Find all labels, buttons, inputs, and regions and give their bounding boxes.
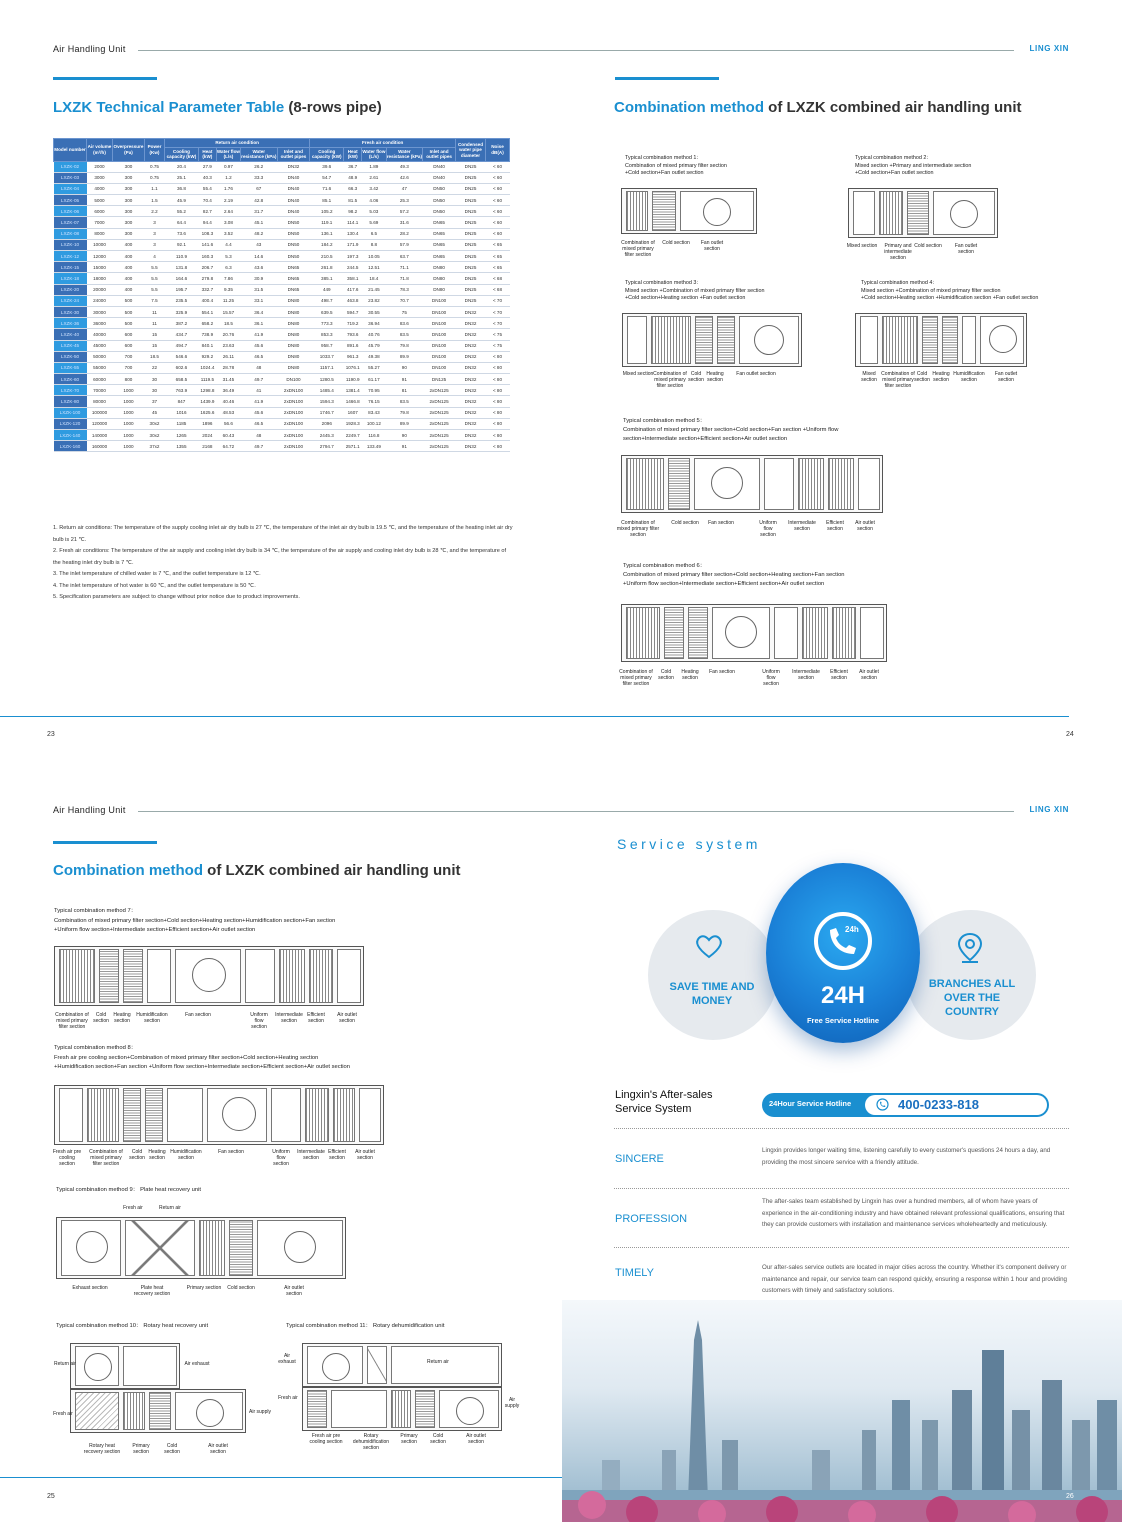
table-row: LXZK-80 80000 1000 37 847 1439.9 40.46 41.9 2xDN100 1594.3 1466.8 76.15 83.5 2xDN125 DN32 < 80 — [54, 396, 510, 407]
table-row: LXZK-02 2000 300 0.75 20.4 27.9 0.97 26.2 DN32 39.6 36.7 1.89 49.3 DN40 DN25 < 60 — [54, 161, 510, 172]
table-row: LXZK-15 15000 400 5.5 131.8 206.7 6.3 43.6 DN65 261.8 244.5 12.51 71.1 DN80 DN25 < 65 — [54, 262, 510, 273]
page-number-24: 24 — [1066, 731, 1074, 738]
table-row: LXZK-120 120000 1000 30x2 1185 1896 56.6 46.5 2xDN100 2096 1928.3 100.12 89.9 2xDN125 DN32 < 80 — [54, 418, 510, 429]
method-7: Typical combination method 7： Combination of mixed primary filter section+Cold section+Heating section+Humidification section+Fan section +Uniform flow section+Intermediate section+Efficient section+Air outlet section — [54, 908, 336, 933]
table-row: LXZK-08 8000 300 3 73.6 108.3 3.52 48.2 DN50 136.1 130.4 6.5 28.2 DN65 DN25 < 60 — [54, 228, 510, 239]
footer-line — [0, 1477, 562, 1478]
ahu-diagram-2 — [848, 188, 998, 238]
spread-pages-23-24: Air Handling Unit LING XIN LXZK Technical Parameter Table (8-rows pipe) Model number Air volume (m³/h) Overpressure (Pa) Power (Kw) Return air condition Fresh air condition Condensed water pipe diameter Noise dB(A) Cooling capacity (kW) Heat (kW) Water flow (L/s) Water resistance (kPa) Inlet and outlet pipes Cooling capacity (kW) Heat (kW) Water flow (L/s) Water resistance (kPa) Inlet and outlet pipes LXZK-02 2000 300 0.75 20.4 27.9 0.97 26.2 DN32 39.6 36.7 1.89 49.3 DN40 DN25 < 60 LXZK-03 3000 300 0.75 25.1 40.3 1.2 33.3 DN40 54.7 48.9 2.61 42.6 DN40 DN25 < 60 LXZK-04 4000 300 1.1 36.8 55.4 1.76 67 DN40 71.6 66.3 3.42 47 DN50 DN25 < 60 LXZK-05 5000 300 1.5 45.9 70.4 2.19 42.8 DN40 85.1 81.5 4.06 25.3 DN50 DN25 < 60 LXZK-06 6000 300 2.2 55.2 82.7 2.64 31.7 DN40 105.2 98.2 5.03 57.2 DN50 DN25 < 60 LXZK-07 7000 300 3 64.4 94.4 3.08 45.1 DN50 119.1 114.1 5.69 31.6 DN65 DN25 < 60 LXZK-08 8000 300 3 73.6 108.3 3.52 48.2 DN50 136.1 130.4 6.5 28.2 DN65 DN25 < 60 LXZK-10 10000 400 3 92.1 141.6 4.4 43 DN50 184.2 171.9 8.8 57.9 DN65 DN25 < 65 LXZK-12 12000 400 4 110.9 160.3 5.3 14.6 DN50 210.5 197.3 10.05 63.7 DN65 DN25 < 65 LXZK-15 15000 400 5.5 131.8 206.7 6.3 43.6 DN65 261.8 244.5 12.51 71.1 DN80 DN25 < 65 LXZK-18 18000 400 5.5 164.6 279.8 7.86 30.9 DN65 385.1 358.1 18.4 71.8 DN80 DN25 < 68 LXZK-20 20000 400 5.5 195.7 332.7 9.35 31.5 DN65 449 417.6 21.45 78.3 DN80 DN25 < 68 LXZK-24 24000 500 7.5 235.5 400.4 11.25 33.1 DN80 498.7 463.8 23.82 70.7 DN100 DN25 < 70 LXZK-30 30000 500 11 325.9 554.1 15.57 36.4 DN80 639.5 594.7 30.55 75 DN100 DN32 < 70 LXZK-36 36000 500 11 387.2 658.2 18.5 36.1 DN80 773.3 719.2 36.94 83.6 DN100 DN32 < 70 LXZK-40 40000 600 15 434.7 738.9 20.76 41.9 DN80 853.3 793.6 40.76 83.5 DN100 DN32 < 75 LXZK-45 45000 600 15 494.7 840.1 23.63 45.6 DN80 958.7 891.6 45.79 79.8 DN100 DN32 < 75 LXZK-50 50000 700 18.5 546.6 929.2 26.11 46.5 DN80 1033.7 961.3 49.38 89.9 DN100 DN32 < 80 LXZK-55 55000 700 22 602.6 1024.4 28.78 48 DN80 1157.1 1076.1 55.27 90 DN100 DN32 < 80 LXZK-60 60000 800 30 658.5 1119.5 31.45 49.7 DN100 1280.5 1190.9 61.17 91 DN125 DN32 < 80 LXZK-70 70000 1000 30 763.9 1298.8 36.49 41 2xDN100 1485.4 1381.4 70.95 81 2xDN125 DN32 < 80 LXZK-80 80000 1000 37 847 1439.9 40.46 41.9 2xDN100 1594.3 1466.8 76.15 83.5 2xDN125 DN32 < 80 LXZK-100 100000 1000 45 1016 1625.6 48.53 45.6 2xDN100 1746.7 1607 83.43 79.8 2xDN125 DN32 < 80 LXZK-120 120000 1000 30x2 1185 1896 56.6 46.5 2xDN100 2096 1928.3 100.12 89.9 2xDN125 DN32 < 80 LXZK-140 140000 1000 30x2 1265 2024 60.43 48 2xDN100 2445.3 2249.7 116.8 90 2xDN125 DN32 < 80 LXZK-160 160000 1000 37x2 1355 2168 64.72 49.7 2xDN100 2794.7 2571.1 133.49 91 2xDN125 DN32 < 80 1. Return air conditions: The temperature of the supply cooling inlet air dry bulb is 27 ℃, the temperature of the inlet air dry bulb is 19.5 ℃, and the temperature of the heating inlet air dry bulb is 21 ℃. 2. Fresh air conditions: The temperature of the air supply and cooling inlet dry bulb is 34 ℃, the temperature of the air supply and cooling inlet dry bulb is 28 ℃, and the temperature of the heating inlet dry bulb is 7 ℃. 3. The inlet temperature of chilled water is 7 ℃, and the outlet temperature is 12 ℃. 4. The inlet temperature of hot water is 60 ℃, and the outlet temperature is 50 ℃. 5. Specification parameters are subject to change without prior notice due to product improvements. Combination method of LXZK combined air handling unit Typical combination method 1： Combination of mixed primary filter section +Cold section+Fan outlet section Combination of mixed primary filter section Cold section Fan outlet section Typical combination method 2： Mixed section +Primary and intermediate section +Cold section+Fan outlet section Mixed section Primary and intermediate section Cold section Fan outlet section Typical combination method 3： Mixed section +Combination of mixed primary filter section +Cold section+Heating section +Fan outlet section Mixed section Combination of mixed primary filter section Cold section Heating section Fan outlet section Typical combination method 4： Mixed section +Combination of mixed primary filter section +Cold section+Heating section +Humidification section +Fan outlet section Mixed section Combination of mixed primary filter section Cold section Heating section Humidification section Fan outlet section Typical combination method 5： Combination of mixed primary filter section+Cold section+Fan section +Uniform flow section+Intermediate section+Efficient section+Air outlet section Combination of mixed primary filter section Cold section Fan section Uniform flow section Intermediate section Efficient section Air outlet section Typical combination method 6： Combination of mixed primary filter section+Cold section+Heating section+Fan section +Uniform flow section+Intermediate section+Efficient section+Air outlet section Combination of mixed primary filter section Cold section Heating section Fan section Uniform flow section Intermediate section Efficient section Air outlet section 23 24 — [0, 0, 1122, 761]
page-title: LXZK Technical Parameter Table (8-rows pipe) — [53, 99, 382, 116]
table-row: LXZK-10 10000 400 3 92.1 141.6 4.4 43 DN50 184.2 171.9 8.8 57.9 DN65 DN25 < 65 — [54, 239, 510, 250]
row-profession-text: The after-sales team established by Lingxin has over a hundred members, all of whom have years of experience in the air-conditioning industry and have obtained relevant professional qualifications, ensuring that they can provide customers with installation and maintenance services wholeheartedly and meticulously. — [762, 1198, 1065, 1228]
service-title: Service system — [617, 836, 761, 852]
after-sales-title: Lingxin's After-sales Service System — [615, 1089, 713, 1115]
method-4: Typical combination method 4： Mixed section +Combination of mixed primary filter section +Cold section+Heating section +Humidification section +Fan outlet section — [861, 280, 1039, 301]
table-notes: 1. Return air conditions: The temperature of the supply cooling inlet air dry bulb is 27 ℃, the temperature of the inlet air dry bulb is 19.5 ℃, and the temperature of the heating inlet air dry bulb is 21 ℃. 2. Fresh air conditions: The temperature of the air supply and cooling inlet dry bulb is 34 ℃, the temperature of the air supply and cooling inlet dry bulb is 28 ℃, and the temperature of the heating inlet dry bulb is 7 ℃. 3. The inlet temperature of chilled water is 7 ℃, and the outlet temperature is 12 ℃. 4. The inlet temperature of hot water is 60 ℃, and the outlet temperature is 50 ℃. 5. Specification parameters are subject to change without prior notice due to product improvements. — [53, 525, 513, 600]
footer-line — [0, 716, 1069, 717]
ahu-diagram-10-bottom — [70, 1389, 246, 1433]
method-1: Typical combination method 1： Combination of mixed primary filter section +Cold section+Fan outlet section — [625, 155, 727, 176]
ahu-diagram-6 — [621, 604, 887, 662]
parameter-table: Model number Air volume (m³/h) Overpressure (Pa) Power (Kw) Return air condition Fresh air condition Condensed water pipe diameter Noise dB(A) Cooling capacity (kW) Heat (kW) Water flow (L/s) Water resistance (kPa) Inlet and outlet pipes Cooling capacity (kW) Heat (kW) Water flow (L/s) Water resistance (kPa) Inlet and outlet pipes LXZK-02 2000 300 0.75 20.4 27.9 0.97 26.2 DN32 39.6 36.7 1.89 49.3 DN40 DN25 < 60 LXZK-03 3000 300 0.75 25.1 40.3 1.2 33.3 DN40 54.7 48.9 2.61 42.6 DN40 DN25 < 60 LXZK-04 4000 300 1.1 36.8 55.4 1.76 67 DN40 71.6 66.3 3.42 47 DN50 DN25 < 60 LXZK-05 5000 300 1.5 45.9 70.4 2.19 42.8 DN40 85.1 81.5 4.06 25.3 DN50 DN25 < 60 LXZK-06 6000 300 2.2 55.2 82.7 2.64 31.7 DN40 105.2 98.2 5.03 57.2 DN50 DN25 < 60 LXZK-07 7000 300 3 64.4 94.4 3.08 45.1 DN50 119.1 114.1 5.69 31.6 DN65 DN25 < 60 LXZK-08 8000 300 3 73.6 108.3 3.52 48.2 DN50 136.1 130.4 6.5 28.2 DN65 DN25 < 60 LXZK-10 10000 400 3 92.1 141.6 4.4 43 DN50 184.2 171.9 8.8 57.9 DN65 DN25 < 65 LXZK-12 12000 400 4 110.9 160.3 5.3 14.6 DN50 210.5 197.3 10.05 63.7 DN65 DN25 < 65 LXZK-15 15000 400 5.5 131.8 206.7 6.3 43.6 DN65 261.8 244.5 12.51 71.1 DN80 DN25 < 65 LXZK-18 18000 400 5.5 164.6 279.8 7.86 30.9 DN65 385.1 358.1 18.4 71.8 DN80 DN25 < 68 LXZK-20 20000 400 5.5 195.7 332.7 9.35 31.5 DN65 449 417.6 21.45 78.3 DN80 DN25 < 68 LXZK-24 24000 500 7.5 235.5 400.4 11.25 33.1 DN80 498.7 463.8 23.82 70.7 DN100 DN25 < 70 LXZK-30 30000 500 11 325.9 554.1 15.57 36.4 DN80 639.5 594.7 30.55 75 DN100 DN32 < 70 LXZK-36 36000 500 11 387.2 658.2 18.5 36.1 DN80 773.3 719.2 36.94 83.6 DN100 DN32 < 70 LXZK-40 40000 600 15 434.7 738.9 20.76 41.9 DN80 853.3 793.6 40.76 83.5 DN100 DN32 < 75 LXZK-45 45000 600 15 494.7 840.1 23.63 45.6 DN80 958.7 891.6 45.79 79.8 DN100 DN32 < 75 LXZK-50 50000 700 18.5 546.6 929.2 26.11 46.5 DN80 1033.7 961.3 49.38 89.9 DN100 DN32 < 80 LXZK-55 55000 700 22 602.6 1024.4 28.78 48 DN80 1157.1 1076.1 55.27 90 DN100 DN32 < 80 LXZK-60 60000 800 30 658.5 1119.5 31.45 49.7 DN100 1280.5 1190.9 61.17 91 DN125 DN32 < 80 LXZK-70 70000 1000 30 763.9 1298.8 36.49 41 2xDN100 1485.4 1381.4 70.95 81 2xDN125 DN32 < 80 LXZK-80 80000 1000 37 847 1439.9 40.46 41.9 2xDN100 1594.3 1466.8 76.15 83.5 2xDN125 DN32 < 80 LXZK-100 100000 1000 45 1016 1625.6 48.53 45.6 2xDN100 1746.7 1607 83.43 79.8 2xDN125 DN32 < 80 LXZK-120 120000 1000 30x2 1185 1896 56.6 46.5 2xDN100 2096 1928.3 100.12 89.9 2xDN125 DN32 < 80 LXZK-140 140000 1000 30x2 1265 2024 60.43 48 2xDN100 2445.3 2249.7 116.8 90 2xDN125 DN32 < 80 LXZK-160 160000 1000 37x2 1355 2168 64.72 49.7 2xDN100 2794.7 2571.1 133.49 91 2xDN125 DN32 < 80 — [53, 138, 510, 452]
row-profession-title: PROFESSION — [615, 1213, 688, 1225]
header-brand: LING XIN — [1029, 805, 1069, 814]
row-timely-text: Our after-sales service outlets are located in major cities across the country. Whether it's component delivery or maintenance and repair, our service team can respond quickly, ensuring a response within 1 hour and providing customers with timely and satisfactory solutions. — [762, 1264, 1067, 1294]
running-header — [53, 44, 1069, 56]
header-left: Air Handling Unit — [53, 805, 126, 815]
location-pin-icon — [956, 932, 984, 964]
heart-hand-icon — [693, 932, 725, 960]
spread-pages-25-26: Air Handling Unit LING XIN Combination method of LXZK combined air handling unit Typical combination method 7： Combination of mixed primary filter section+Cold section+Heating section+Humidification section+Fan section +Uniform flow section+Intermediate section+Efficient section+Air outlet section Combination of mixed primary filter section Cold section Heating section Humidification section Fan section Uniform flow section Intermediate section Efficient section Air outlet section Typical combination method 8： Fresh air pre cooling section+Combination of mixed primary filter section+Cold section+Heating section +Humidification section+Fan section +Uniform flow section+Intermediate section+Efficient section+Air outlet section Fresh air pre cooling section Combination of mixed primary filter section Cold section Heating section Humidification section Fan section Uniform flow section Intermediate section Efficient section Air outlet section Typical combination method 9： Plate heat recovery unit Fresh air Return air Exhaust section Plate heat recovery section Primary section Cold section Air outlet section Typical combination method 10： Rotary heat recovery unit Return air Fresh air Air exhaust Air supply Rotary heat recovery section Primary section Cold section Air outlet section Typical combination method 11： Rotary dehumidification unit Air exhaust Return air Fresh air Air supply Fresh air pre cooling section Rotary dehumidification section Primary section Cold section Air outlet section 25 — [0, 761, 1122, 1522]
hotline-number: 400-0233-818 — [898, 1097, 979, 1112]
table-row: LXZK-06 6000 300 2.2 55.2 82.7 2.64 31.7 DN40 105.2 98.2 5.03 57.2 DN50 DN25 < 60 — [54, 206, 510, 217]
table-row: LXZK-50 50000 700 18.5 546.6 929.2 26.11 46.5 DN80 1033.7 961.3 49.38 89.9 DN100 DN32 < 80 — [54, 351, 510, 362]
table-row: LXZK-18 18000 400 5.5 164.6 279.8 7.86 30.9 DN65 385.1 358.1 18.4 71.8 DN80 DN25 < 68 — [54, 273, 510, 284]
table-row: LXZK-55 55000 700 22 602.6 1024.4 28.78 48 DN80 1157.1 1076.1 55.27 90 DN100 DN32 < 80 — [54, 362, 510, 373]
table-row: LXZK-07 7000 300 3 64.4 94.4 3.08 45.1 DN50 119.1 114.1 5.69 31.6 DN65 DN25 < 60 — [54, 217, 510, 228]
ahu-diagram-9 — [56, 1217, 346, 1279]
table-row: LXZK-45 45000 600 15 494.7 840.1 23.63 45.6 DN80 958.7 891.6 45.79 79.8 DN100 DN32 < 75 — [54, 340, 510, 351]
method-10: Typical combination method 10： Rotary heat recovery unit — [56, 1323, 209, 1329]
method-6: Typical combination method 6： Combination of mixed primary filter section+Cold section+Heating section+Fan section +Uniform flow section+Intermediate section+Efficient section+Air outlet section — [623, 563, 845, 587]
ahu-diagram-5 — [621, 455, 883, 513]
center-subtitle: Free Service Hotline — [806, 1016, 880, 1025]
ahu-diagram-3 — [622, 313, 802, 367]
table-row: LXZK-40 40000 600 15 434.7 738.9 20.76 41.9 DN80 853.3 793.6 40.76 83.5 DN100 DN32 < 75 — [54, 329, 510, 340]
table-row: LXZK-160 160000 1000 37x2 1355 2168 64.72 49.7 2xDN100 2794.7 2571.1 133.49 91 2xDN125 DN32 < 80 — [54, 441, 510, 452]
method-5: Typical combination method 5： Combination of mixed primary filter section+Cold section+Fan section +Uniform flow section+Intermediate section+Efficient section+Air outlet section — [623, 418, 839, 442]
accent-bar — [615, 77, 719, 80]
table-row: LXZK-12 12000 400 4 110.9 160.3 5.3 14.6 DN50 210.5 197.3 10.05 63.7 DN65 DN25 < 65 — [54, 251, 510, 262]
bubble-left-text: SAVE TIME AND MONEY — [669, 981, 755, 1007]
header-brand: LING XIN — [1029, 44, 1069, 53]
ahu-diagram-8 — [54, 1085, 384, 1145]
bubble-left — [648, 910, 778, 1040]
method-2: Typical combination method 2： Mixed section +Primary and intermediate section +Cold section+Fan outlet section — [855, 155, 972, 176]
page-title: Combination method of LXZK combined air handling unit — [614, 99, 1022, 116]
page-number-23: 23 — [47, 731, 55, 738]
table-row: LXZK-100 100000 1000 45 1016 1625.6 48.53 45.6 2xDN100 1746.7 1607 83.43 79.8 2xDN125 DN32 < 80 — [54, 407, 510, 418]
method-9: Typical combination method 9： Plate heat recovery unit — [56, 1187, 201, 1193]
center-badge: 24h — [845, 925, 859, 934]
accent-bar — [53, 841, 157, 844]
table-row: LXZK-36 36000 500 11 387.2 658.2 18.5 36.1 DN80 773.3 719.2 36.94 83.6 DN100 DN32 < 70 — [54, 318, 510, 329]
city-skyline-image — [562, 1300, 1122, 1522]
ahu-diagram-11-bottom — [302, 1387, 502, 1431]
ahu-diagram-11-top — [302, 1343, 502, 1387]
table-row: LXZK-20 20000 400 5.5 195.7 332.7 9.35 31.5 DN65 449 417.6 21.45 78.3 DN80 DN25 < 68 — [54, 284, 510, 295]
page-number-26: 26 — [1066, 1493, 1074, 1500]
ahu-diagram-4 — [855, 313, 1027, 367]
accent-bar — [53, 77, 157, 80]
method-11: Typical combination method 11： Rotary dehumidification unit — [286, 1323, 445, 1329]
bubble-right — [906, 910, 1036, 1040]
table-row: LXZK-04 4000 300 1.1 36.8 55.4 1.76 67 DN40 71.6 66.3 3.42 47 DN50 DN25 < 60 — [54, 183, 510, 194]
table-row: LXZK-05 5000 300 1.5 45.9 70.4 2.19 42.8 DN40 85.1 81.5 4.06 25.3 DN50 DN25 < 60 — [54, 195, 510, 206]
row-timely-title: TIMELY — [615, 1267, 654, 1279]
table-row: LXZK-70 70000 1000 30 763.9 1298.8 36.49 41 2xDN100 1485.4 1381.4 70.95 81 2xDN125 DN32 < 80 — [54, 385, 510, 396]
page-title: Combination method of LXZK combined air handling unit — [53, 862, 461, 879]
ahu-diagram-7 — [54, 946, 364, 1006]
table-row: LXZK-140 140000 1000 30x2 1265 2024 60.43 48 2xDN100 2445.3 2249.7 116.8 90 2xDN125 DN32 < 80 — [54, 430, 510, 441]
table-row: LXZK-24 24000 500 7.5 235.5 400.4 11.25 33.1 DN80 498.7 463.8 23.82 70.7 DN100 DN25 < 70 — [54, 295, 510, 306]
method-3: Typical combination method 3： Mixed section +Combination of mixed primary filter section +Cold section+Heating section +Fan outlet section — [625, 280, 765, 301]
phone-24h-icon — [812, 910, 874, 972]
row-sincere-text: Lingxin provides longer waiting time, listening carefully to every customer's questions 24 hours a day, and providing the most sincere service with a friendly attitude. — [762, 1147, 1051, 1166]
table-row: LXZK-03 3000 300 0.75 25.1 40.3 1.2 33.3 DN40 54.7 48.9 2.61 42.6 DN40 DN25 < 60 — [54, 172, 510, 183]
method-8: Typical combination method 8： Fresh air pre cooling section+Combination of mixed primary filter section+Cold section+Heating section +Humidification section+Fan section +Uniform flow section+Intermediate section+Efficient section+Air outlet section — [54, 1045, 351, 1070]
ahu-diagram-1 — [621, 188, 757, 234]
page-number-25: 25 — [47, 1493, 55, 1500]
running-header — [53, 805, 1069, 817]
bubble-right-text: BRANCHES ALL OVER THE COUNTRY — [928, 978, 1016, 1018]
table-row: LXZK-30 30000 500 11 325.9 554.1 15.57 36.4 DN80 639.5 594.7 30.55 75 DN100 DN32 < 70 — [54, 306, 510, 317]
row-sincere-title: SINCERE — [615, 1153, 664, 1165]
header-left: Air Handling Unit — [53, 44, 126, 54]
hotline-pill[interactable]: 24Hour Service Hotline 400-0233-818 — [762, 1093, 1049, 1117]
center-24h: 24H — [820, 982, 866, 1009]
table-row: LXZK-60 60000 800 30 658.5 1119.5 31.45 49.7 DN100 1280.5 1190.9 61.17 91 DN125 DN32 < 80 — [54, 374, 510, 385]
phone-icon — [876, 1098, 889, 1111]
ahu-diagram-10-top — [70, 1343, 180, 1389]
